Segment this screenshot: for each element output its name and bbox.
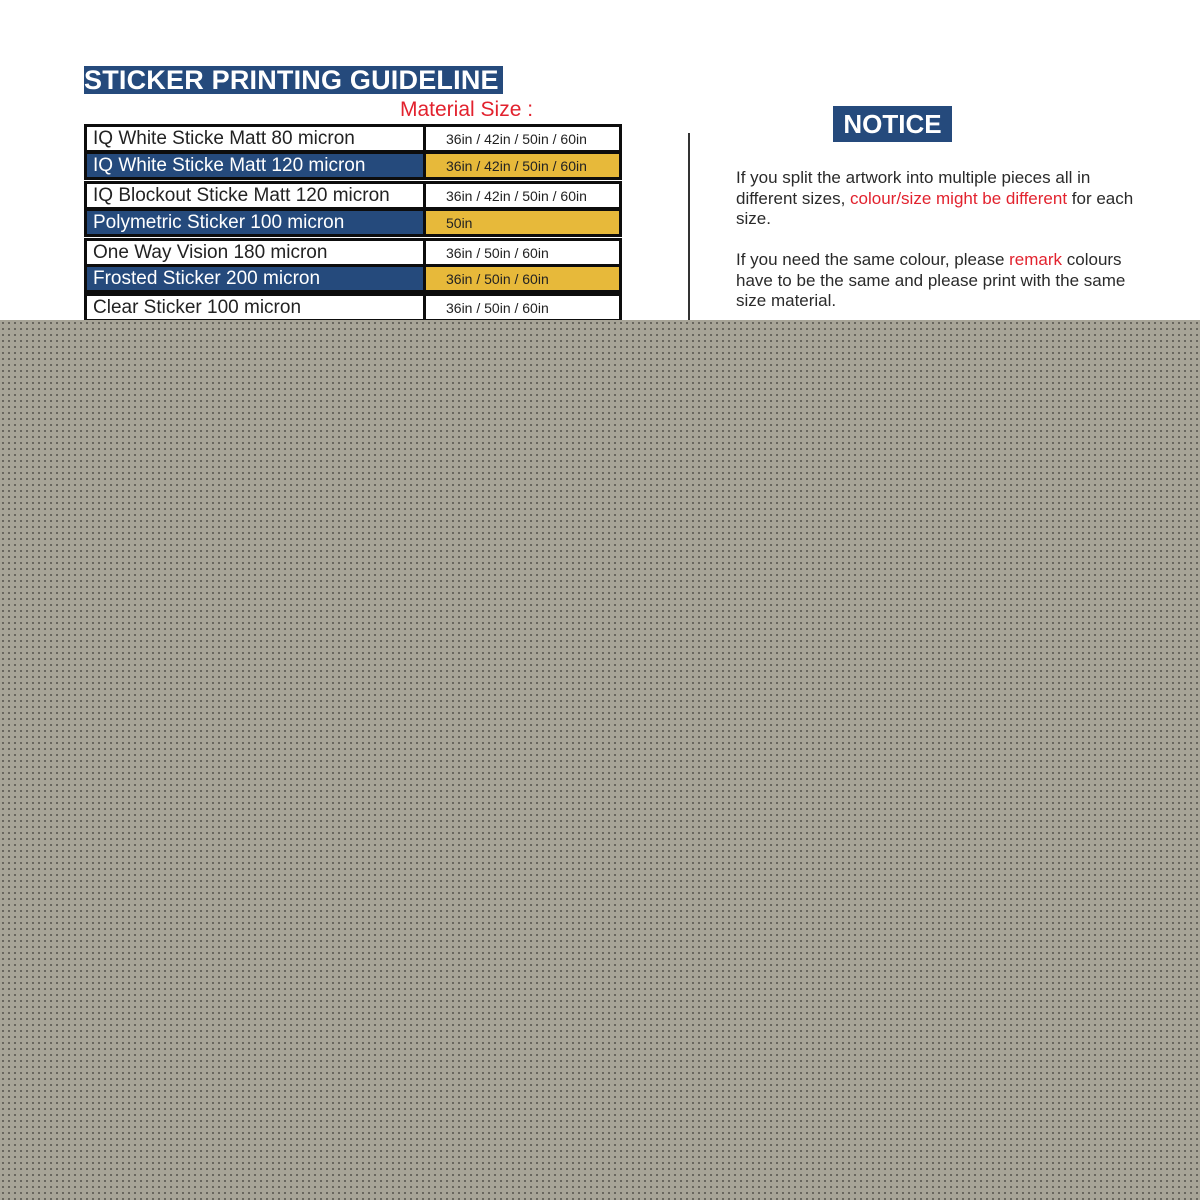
material-row [84, 293, 622, 322]
material-name: IQ White Sticke Matt 120 micron [87, 154, 426, 177]
notice-highlight: remark [1009, 250, 1063, 269]
notice-text: colours have to be the same and please print with the same size material. [736, 250, 1126, 310]
material-sizes: 36in / 50in / 60in [426, 241, 619, 264]
material-name: Polymetric Sticker 100 micron [87, 211, 426, 234]
material-row [84, 264, 622, 293]
material-sizes: 36in / 42in / 50in / 60in [426, 154, 619, 177]
dotted-overlay [0, 320, 1200, 1200]
notice-text: If you split the artwork into multiple pieces all in different sizes, [736, 168, 1091, 208]
material-size-label: Material Size : [400, 98, 534, 121]
notice-paragraph [736, 168, 1136, 230]
material-name: One Way Vision 180 micron [87, 241, 426, 264]
material-row [84, 181, 622, 210]
material-sizes: 50in [426, 211, 619, 234]
material-row [84, 238, 622, 267]
material-sizes: 36in / 42in / 50in / 60in [426, 127, 619, 150]
material-sizes: 36in / 50in / 60in [426, 267, 619, 290]
material-name: IQ White Sticke Matt 80 micron [87, 127, 426, 150]
notice-text: for each size. [736, 188, 1134, 228]
page-title: STICKER PRINTING GUIDELINE [84, 66, 503, 94]
material-row [84, 208, 622, 237]
material-sizes: 36in / 42in / 50in / 60in [426, 184, 619, 207]
material-name: Clear Sticker 100 micron [87, 296, 426, 319]
material-name: IQ Blockout Sticke Matt 120 micron [87, 184, 426, 207]
notice-paragraph [736, 250, 1136, 312]
material-sizes: 36in / 50in / 60in [426, 296, 619, 319]
column-divider [688, 133, 690, 323]
notice-heading: NOTICE [833, 106, 952, 142]
notice-highlight: colour/size might be different [850, 188, 1068, 208]
material-row [84, 124, 622, 153]
material-row [84, 151, 622, 180]
material-name: Frosted Sticker 200 micron [87, 267, 426, 290]
notice-text: If you need the same colour, please [736, 250, 1010, 269]
